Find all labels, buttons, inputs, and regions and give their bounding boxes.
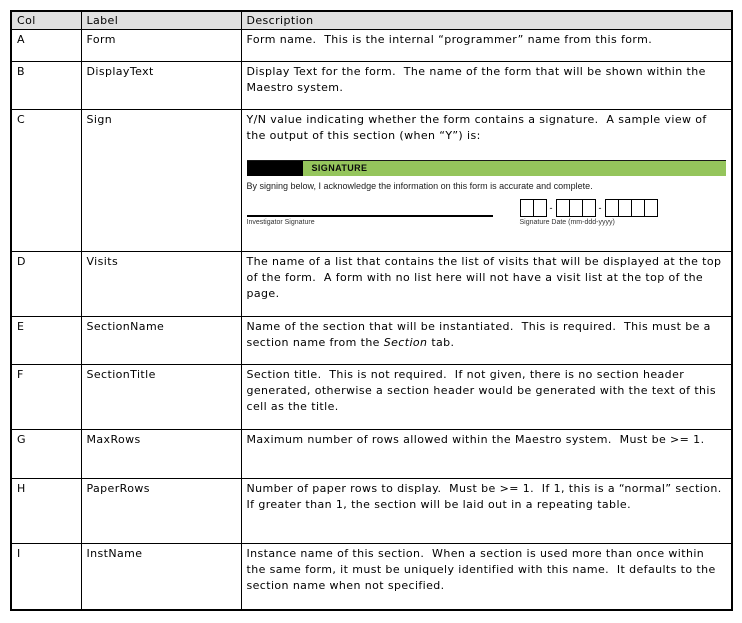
date-box: [533, 199, 547, 217]
label-cell: Sign: [81, 110, 241, 252]
label-cell: Form: [81, 30, 241, 62]
table-row: [11, 317, 732, 365]
table-row: [11, 544, 732, 610]
table-header-row: [11, 11, 732, 30]
col-cell: C: [11, 110, 81, 252]
date-box: [569, 199, 583, 217]
description-cell: [241, 430, 732, 479]
date-box: [556, 199, 570, 217]
description-cell: [241, 365, 732, 430]
date-box-group: [605, 199, 658, 217]
column-description-table: [10, 10, 733, 611]
description-text-part: tab.: [427, 336, 455, 349]
description-text: Maximum number of rows allowed within the Maestro system. Must be >= 1.: [246, 433, 705, 446]
signature-date-field: [520, 199, 658, 227]
signature-acknowledge-text: By signing below, I acknowledge the information on this form is accurate and complete.: [246, 181, 593, 191]
signature-section-header-bar: [247, 160, 726, 176]
table-row: [11, 62, 732, 110]
description-text: [247, 320, 715, 349]
description-cell: [241, 544, 732, 610]
label-cell: DisplayText: [81, 62, 241, 110]
signature-line: [247, 201, 493, 217]
table-row: [11, 252, 732, 317]
description-text-part: Name of the section that will be instantiated. This is required. This must be a section name from the: [246, 320, 715, 349]
description-cell: [241, 62, 732, 110]
label-cell: SectionName: [81, 317, 241, 365]
table-row: [11, 479, 732, 544]
col-cell: F: [11, 365, 81, 430]
date-box: [605, 199, 619, 217]
date-box: [631, 199, 645, 217]
date-box: [520, 199, 534, 217]
date-hyphen: -: [598, 203, 602, 213]
col-cell: E: [11, 317, 81, 365]
description-cell: [241, 252, 732, 317]
signature-date-label: Signature Date (mm-ddd-yyyy): [519, 219, 615, 226]
date-hyphen: -: [549, 203, 553, 213]
date-box: [618, 199, 632, 217]
table-row: [11, 430, 732, 479]
description-text: Section title. This is not required. If not given, there is no section header generated, otherwise a section header would be generated with the text of this cell as the title.: [246, 368, 720, 413]
signature-sample-image: [247, 160, 726, 227]
investigator-signature-label: Investigator Signature: [246, 219, 315, 226]
date-box: [644, 199, 658, 217]
signature-fields-row: [247, 199, 726, 227]
col-cell: I: [11, 544, 81, 610]
signature-header-label: SIGNATURE: [311, 163, 368, 173]
description-cell: [241, 317, 732, 365]
label-cell: MaxRows: [81, 430, 241, 479]
description-text: Instance name of this section. When a section is used more than once within the same form, it must be uniquely identified with this name. It defaults to the section name when not specified.: [246, 547, 720, 592]
table-row: [11, 110, 732, 252]
description-cell: [241, 479, 732, 544]
col-cell: B: [11, 62, 81, 110]
description-text-italic: Section: [383, 336, 428, 349]
header-col: Col: [11, 11, 81, 30]
description-text: Display Text for the form. The name of the form that will be shown within the Maestro system.: [246, 65, 710, 94]
investigator-signature-field: [247, 201, 493, 227]
description-text: Form name. This is the internal “programmer” name from this form.: [246, 33, 653, 46]
col-cell: G: [11, 430, 81, 479]
header-description: Description: [241, 11, 732, 30]
description-text: The name of a list that contains the list of visits that will be displayed at the top of the form. A form with no list here will not have a visit list at the top of the page.: [246, 255, 726, 300]
description-cell: [241, 30, 732, 62]
date-box-group: [520, 199, 547, 217]
col-cell: D: [11, 252, 81, 317]
description-text: Y/N value indicating whether the form contains a signature. A sample view of the output of this section (when “Y”) is:: [246, 113, 711, 142]
label-cell: SectionTitle: [81, 365, 241, 430]
description-text: Number of paper rows to display. Must be >= 1. If 1, this is a “normal” section. If greater than 1, the section will be laid out in a repeating table.: [246, 482, 730, 511]
signature-date-boxes: [520, 199, 658, 217]
description-cell: [241, 110, 732, 252]
table-row: [11, 30, 732, 62]
header-label: Label: [81, 11, 241, 30]
label-cell: Visits: [81, 252, 241, 317]
date-box-group: [556, 199, 596, 217]
label-cell: PaperRows: [81, 479, 241, 544]
col-cell: A: [11, 30, 81, 62]
signature-black-box: [247, 161, 303, 176]
label-cell: InstName: [81, 544, 241, 610]
col-cell: H: [11, 479, 81, 544]
date-box: [582, 199, 596, 217]
table-row: [11, 365, 732, 430]
